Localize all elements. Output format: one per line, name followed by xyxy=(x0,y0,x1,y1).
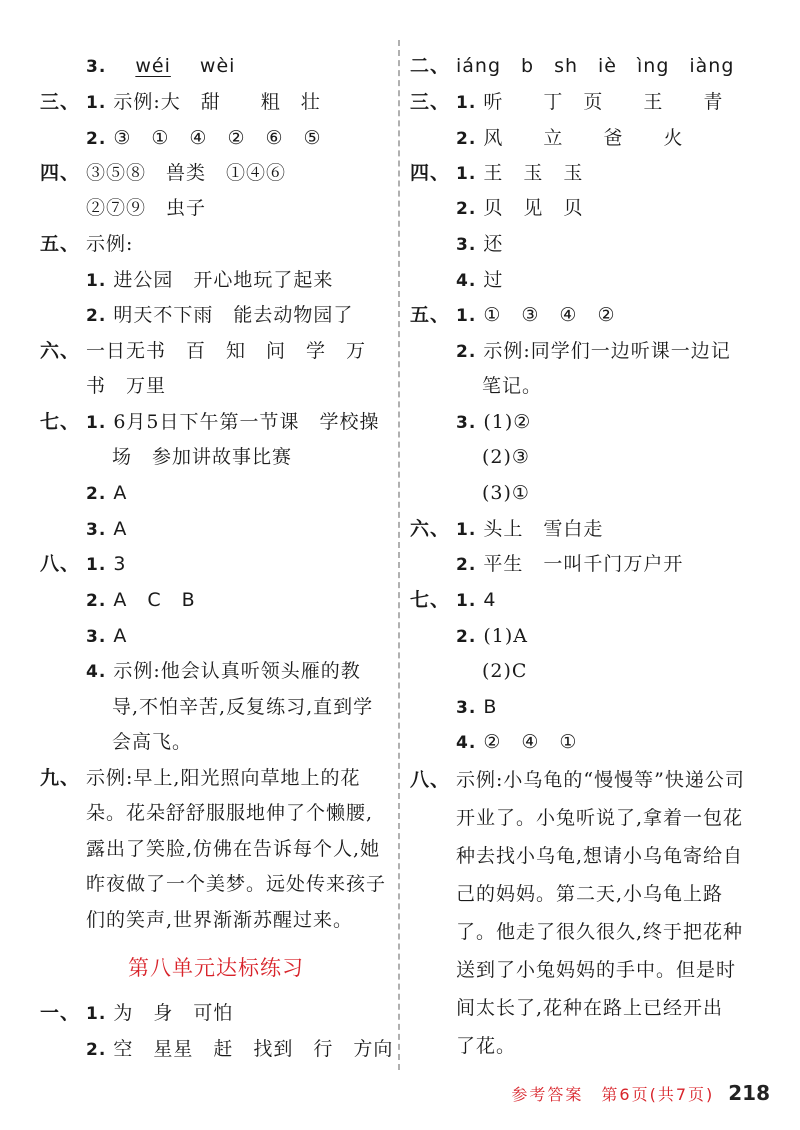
answer-line: 己的妈妈。第二天,小乌龟上路 xyxy=(456,883,724,905)
answer-line: 2. 示例:同学们一边听课一边记 xyxy=(456,340,731,362)
answer-line: 三、 1. 示例:大 甜 粗 壮 xyxy=(40,84,321,120)
answer-line: 朵。花朵舒舒服服地伸了个懒腰, xyxy=(86,802,374,824)
answer-line: 1. 进公园 开心地玩了起来 xyxy=(86,269,334,291)
answer-line: 会高飞。 xyxy=(112,731,193,753)
answer-line: 场 参加讲故事比赛 xyxy=(112,446,293,468)
section-number: 八、 xyxy=(40,553,81,575)
footer-label: 参考答案 第6页(共7页) xyxy=(511,1085,715,1104)
answer-line: 3. wéi wèi xyxy=(86,55,236,77)
answer-line: 们的笑声,世界渐渐苏醒过来。 xyxy=(86,909,354,931)
pinyin-answer: wéi xyxy=(135,55,171,77)
answer-line: 3. 还 xyxy=(456,233,504,255)
answer-line: (3)① xyxy=(482,482,530,504)
answer-line: 昨夜做了一个美梦。远处传来孩子 xyxy=(86,873,387,895)
answer-line: 种去找小乌龟,想请小乌龟寄给自 xyxy=(456,845,744,867)
answer-line: 间太长了,花种在路上已经开出 xyxy=(456,997,724,1019)
answer-line: 导,不怕辛苦,反复练习,直到学 xyxy=(112,696,374,718)
answer-line: 了。他走了很久很久,终于把花种 xyxy=(456,921,744,943)
answer-line: 书 万里 xyxy=(86,375,167,397)
answer-line: 九、 示例:早上,阳光照向草地上的花 xyxy=(40,760,360,796)
answer-line: 露出了笑脸,仿佛在告诉每个人,她 xyxy=(86,838,381,860)
answer-line: 开业了。小兔听说了,拿着一包花 xyxy=(456,807,744,829)
answer-line: 2. (1)A xyxy=(456,625,528,647)
answer-line: 七、 1. 4 xyxy=(410,582,496,618)
answer-line: 四、 1. 王 玉 玉 xyxy=(410,155,583,191)
answer-line: 送到了小兔妈妈的手中。但是时 xyxy=(456,959,737,981)
answer-line: 3. A xyxy=(86,518,128,540)
answer-line: ②⑦⑨ 虫子 xyxy=(86,197,207,219)
section-number: 四、 xyxy=(40,162,81,184)
answer-line: 三、 1. 听 丁 页 王 青 xyxy=(410,84,723,120)
page-number: 218 xyxy=(728,1081,770,1105)
pinyin-answer: wèi xyxy=(199,55,236,77)
answer-line: 3. B xyxy=(456,696,498,718)
answer-line: 四、 ③⑤⑧ 兽类 ①④⑥ xyxy=(40,155,286,191)
answer-line: 3. A xyxy=(86,625,128,647)
answer-line: 五、 示例: xyxy=(40,226,133,262)
answer-line: 八、 示例:小乌龟的“慢慢等”快递公司 xyxy=(410,762,745,798)
answer-line: 4. ② ④ ① xyxy=(456,731,578,753)
column-divider xyxy=(398,40,400,1070)
answer-line: 2. A C B xyxy=(86,589,196,611)
answer-line: 4. 过 xyxy=(456,269,504,291)
section-number: 四、 xyxy=(410,162,451,184)
answer-line: 二、 iáng b sh iè ìng iàng xyxy=(410,48,734,84)
section-number: 二、 xyxy=(410,55,451,77)
answer-line: 七、 1. 6月5日下午第一节课 学校操 xyxy=(40,404,380,440)
section-number: 三、 xyxy=(40,91,81,113)
answer-line: (2)C xyxy=(482,660,528,682)
answer-line: 一、 1. 为 身 可怕 xyxy=(40,995,233,1031)
answer-line: (2)③ xyxy=(482,446,530,468)
answer-line: 2. 明天不下雨 能去动物园了 xyxy=(86,304,354,326)
answer-line: 五、 1. ① ③ ④ ② xyxy=(410,297,615,333)
answer-line: 2. 贝 见 贝 xyxy=(456,197,584,219)
page-footer xyxy=(511,1078,770,1108)
answer-line: 2. 平生 一叫千门万户开 xyxy=(456,553,684,575)
answer-line: 八、 1. 3 xyxy=(40,546,126,582)
section-number: 七、 xyxy=(410,589,451,611)
answer-line: 2. ③ ① ④ ② ⑥ ⑤ xyxy=(86,127,322,149)
section-number: 五、 xyxy=(410,304,451,326)
answer-line: 2. 风 立 爸 火 xyxy=(456,127,684,149)
section-number: 六、 xyxy=(40,340,81,362)
section-number: 六、 xyxy=(410,518,451,540)
answer-line: 笔记。 xyxy=(482,375,543,397)
answer-line: 3. (1)② xyxy=(456,411,532,433)
section-number: 八、 xyxy=(410,769,451,791)
answer-line: 了花。 xyxy=(456,1035,517,1057)
section-number: 五、 xyxy=(40,233,81,255)
section-number: 九、 xyxy=(40,767,81,789)
answer-line: 六、 1. 头上 雪白走 xyxy=(410,511,603,547)
section-number: 一、 xyxy=(40,1002,81,1024)
answer-line: 六、 一日无书 百 知 问 学 万 xyxy=(40,333,366,369)
section-number: 三、 xyxy=(410,91,451,113)
unit-title: 第八单元达标练习 xyxy=(128,956,304,980)
section-number: 七、 xyxy=(40,411,81,433)
answer-line: 2. 空 星星 赶 找到 行 方向 xyxy=(86,1038,394,1060)
answer-line: 2. A xyxy=(86,482,128,504)
answer-line: 4. 示例:他会认真听领头雁的教 xyxy=(86,660,361,682)
